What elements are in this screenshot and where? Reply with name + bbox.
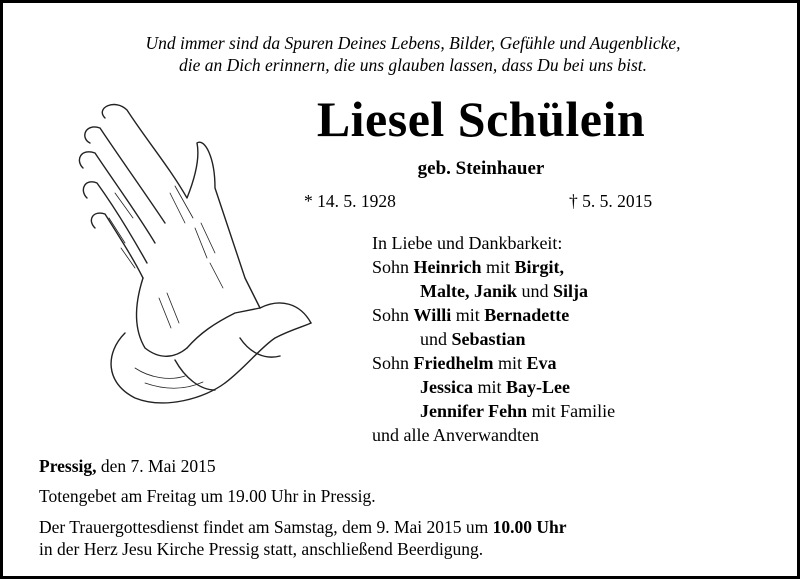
text: mit [473,377,507,397]
text: mit Familie [527,401,616,421]
death-date: † 5. 5. 2015 [569,191,653,211]
text: Bay-Lee [506,377,570,397]
text: Eva [526,353,557,373]
praying-hands-icon [75,98,315,413]
family-line-5 [372,351,557,375]
text: Jennifer Fehn [420,401,528,421]
family-line-4 [420,327,526,351]
text: Willi [413,305,452,325]
text: und [420,329,452,349]
family-intro: In Liebe und Dankbarkeit: [372,233,563,253]
quote-line-2: die an Dich erinnern, die uns glauben lassen, dass Du bei uns bist. [178,55,648,75]
quote-line-1: Und immer sind da Spuren Deines Lebens, Bilder, Gefühle und Augenblicke, [145,33,681,53]
service-time: 10.00 Uhr [492,517,567,537]
service-info-1 [39,516,567,538]
text: Friedhelm [413,353,494,373]
text: Jessica [420,377,473,397]
service-info-2: in der Herz Jesu Kirche Pressig statt, anschließend Beerdigung. [39,539,484,559]
text: mit [481,257,515,277]
family-line-6 [420,375,570,399]
text: mit [493,353,527,373]
text: Sohn [372,353,414,373]
place: Pressig, [39,456,97,476]
text: mit [451,305,485,325]
birth-date: * 14. 5. 1928 [304,191,396,211]
text: Sohn [372,305,414,325]
family-line-3 [372,303,569,327]
text: Sohn [372,257,414,277]
date: den 7. Mai 2015 [96,456,216,476]
text: Birgit, [514,257,565,277]
prayer-info: Totengebet am Freitag um 19.00 Uhr in Pressig. [39,486,376,506]
family-line-7 [420,399,615,423]
text: Malte, Janik [420,281,517,301]
family-outro: und alle Anverwandten [372,425,539,445]
deceased-name: Liesel Schülein [316,91,646,147]
family-line-2 [420,279,588,303]
place-date [39,455,216,477]
maiden-name: geb. Steinhauer [417,158,545,179]
text: und [517,281,553,301]
text: Der Trauergottesdienst findet am Samstag, dem 9. Mai 2015 um [39,517,493,537]
text: Sebastian [451,329,526,349]
text: Bernadette [484,305,570,325]
text: Heinrich [413,257,482,277]
text: Silja [553,281,589,301]
family-line-1 [372,255,564,279]
